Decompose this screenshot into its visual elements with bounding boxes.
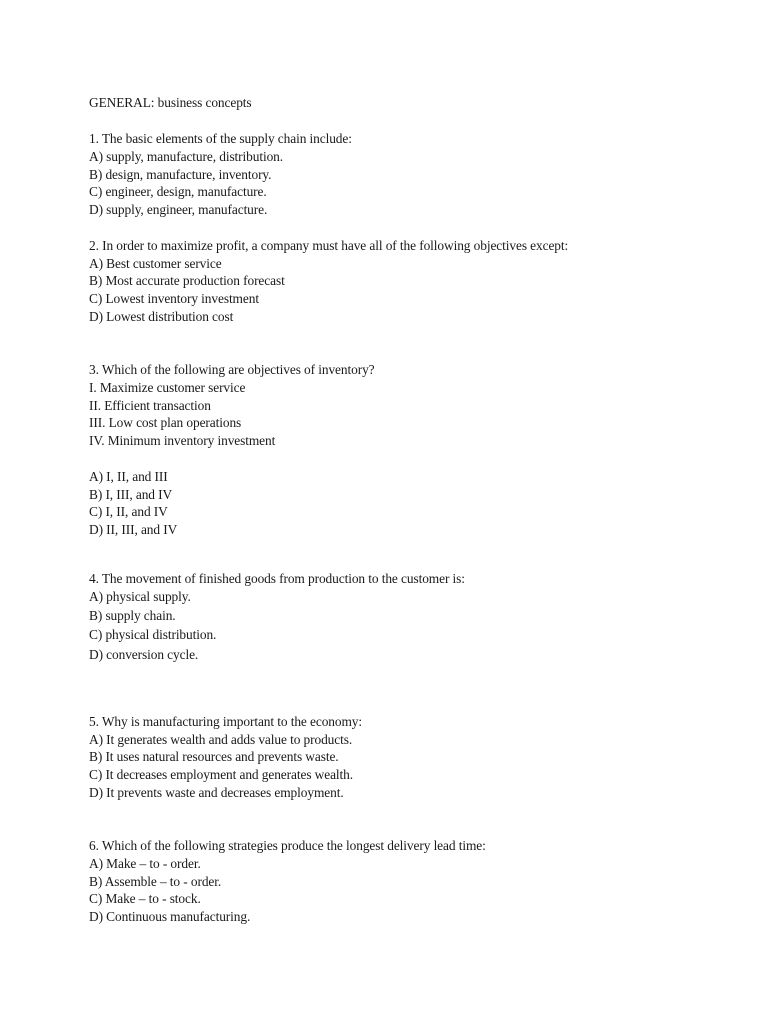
- question-4-stem: 4. The movement of finished goods from production to the customer is:: [89, 571, 465, 586]
- question-6-option-a: A) Make – to - order.: [89, 856, 201, 871]
- question-6-option-c: C) Make – to - stock.: [89, 891, 201, 906]
- question-1-option-d: D) supply, engineer, manufacture.: [89, 202, 268, 217]
- question-5-option-c: C) It decreases employment and generates wealth.: [89, 767, 354, 782]
- question-2-option-b: B) Most accurate production forecast: [89, 273, 285, 288]
- question-3-option-b: B) I, III, and IV: [89, 487, 173, 502]
- question-3-option-a: A) I, II, and III: [89, 469, 168, 484]
- question-4-option-d: D) conversion cycle.: [89, 647, 199, 662]
- question-1-option-b: B) design, manufacture, inventory.: [89, 167, 272, 182]
- question-3-stem: 3. Which of the following are objectives of inventory?: [89, 362, 375, 377]
- question-5-option-d: D) It prevents waste and decreases employment.: [89, 785, 344, 800]
- question-3-statement-3: III. Low cost plan operations: [89, 415, 242, 430]
- question-4-option-a: A) physical supply.: [89, 589, 191, 604]
- question-2-option-c: C) Lowest inventory investment: [89, 291, 259, 306]
- question-1-stem: 1. The basic elements of the supply chain include:: [89, 131, 352, 146]
- question-5-stem: 5. Why is manufacturing important to the economy:: [89, 714, 363, 729]
- question-5-option-a: A) It generates wealth and adds value to products.: [89, 732, 353, 747]
- question-3-option-c: C) I, II, and IV: [89, 504, 168, 519]
- question-4-option-b: B) supply chain.: [89, 608, 176, 623]
- question-2-stem: 2. In order to maximize profit, a company must have all of the following objectives except:: [89, 238, 569, 253]
- question-3-statement-4: IV. Minimum inventory investment: [89, 433, 276, 448]
- question-6-stem: 6. Which of the following strategies produce the longest delivery lead time:: [89, 838, 486, 853]
- page-heading: GENERAL: business concepts: [89, 95, 252, 110]
- question-3-statement-2: II. Efficient transaction: [89, 398, 211, 413]
- question-2-option-d: D) Lowest distribution cost: [89, 309, 234, 324]
- question-4-option-c: C) physical distribution.: [89, 627, 217, 642]
- question-2-option-a: A) Best customer service: [89, 256, 222, 271]
- question-1-option-a: A) supply, manufacture, distribution.: [89, 149, 284, 164]
- question-6-option-b: B) Assemble – to - order.: [89, 874, 222, 889]
- question-3-option-d: D) II, III, and IV: [89, 522, 178, 537]
- question-1-option-c: C) engineer, design, manufacture.: [89, 184, 267, 199]
- question-5-option-b: B) It uses natural resources and prevents waste.: [89, 749, 339, 764]
- question-6-option-d: D) Continuous manufacturing.: [89, 909, 251, 924]
- question-3-statement-1: I. Maximize customer service: [89, 380, 246, 395]
